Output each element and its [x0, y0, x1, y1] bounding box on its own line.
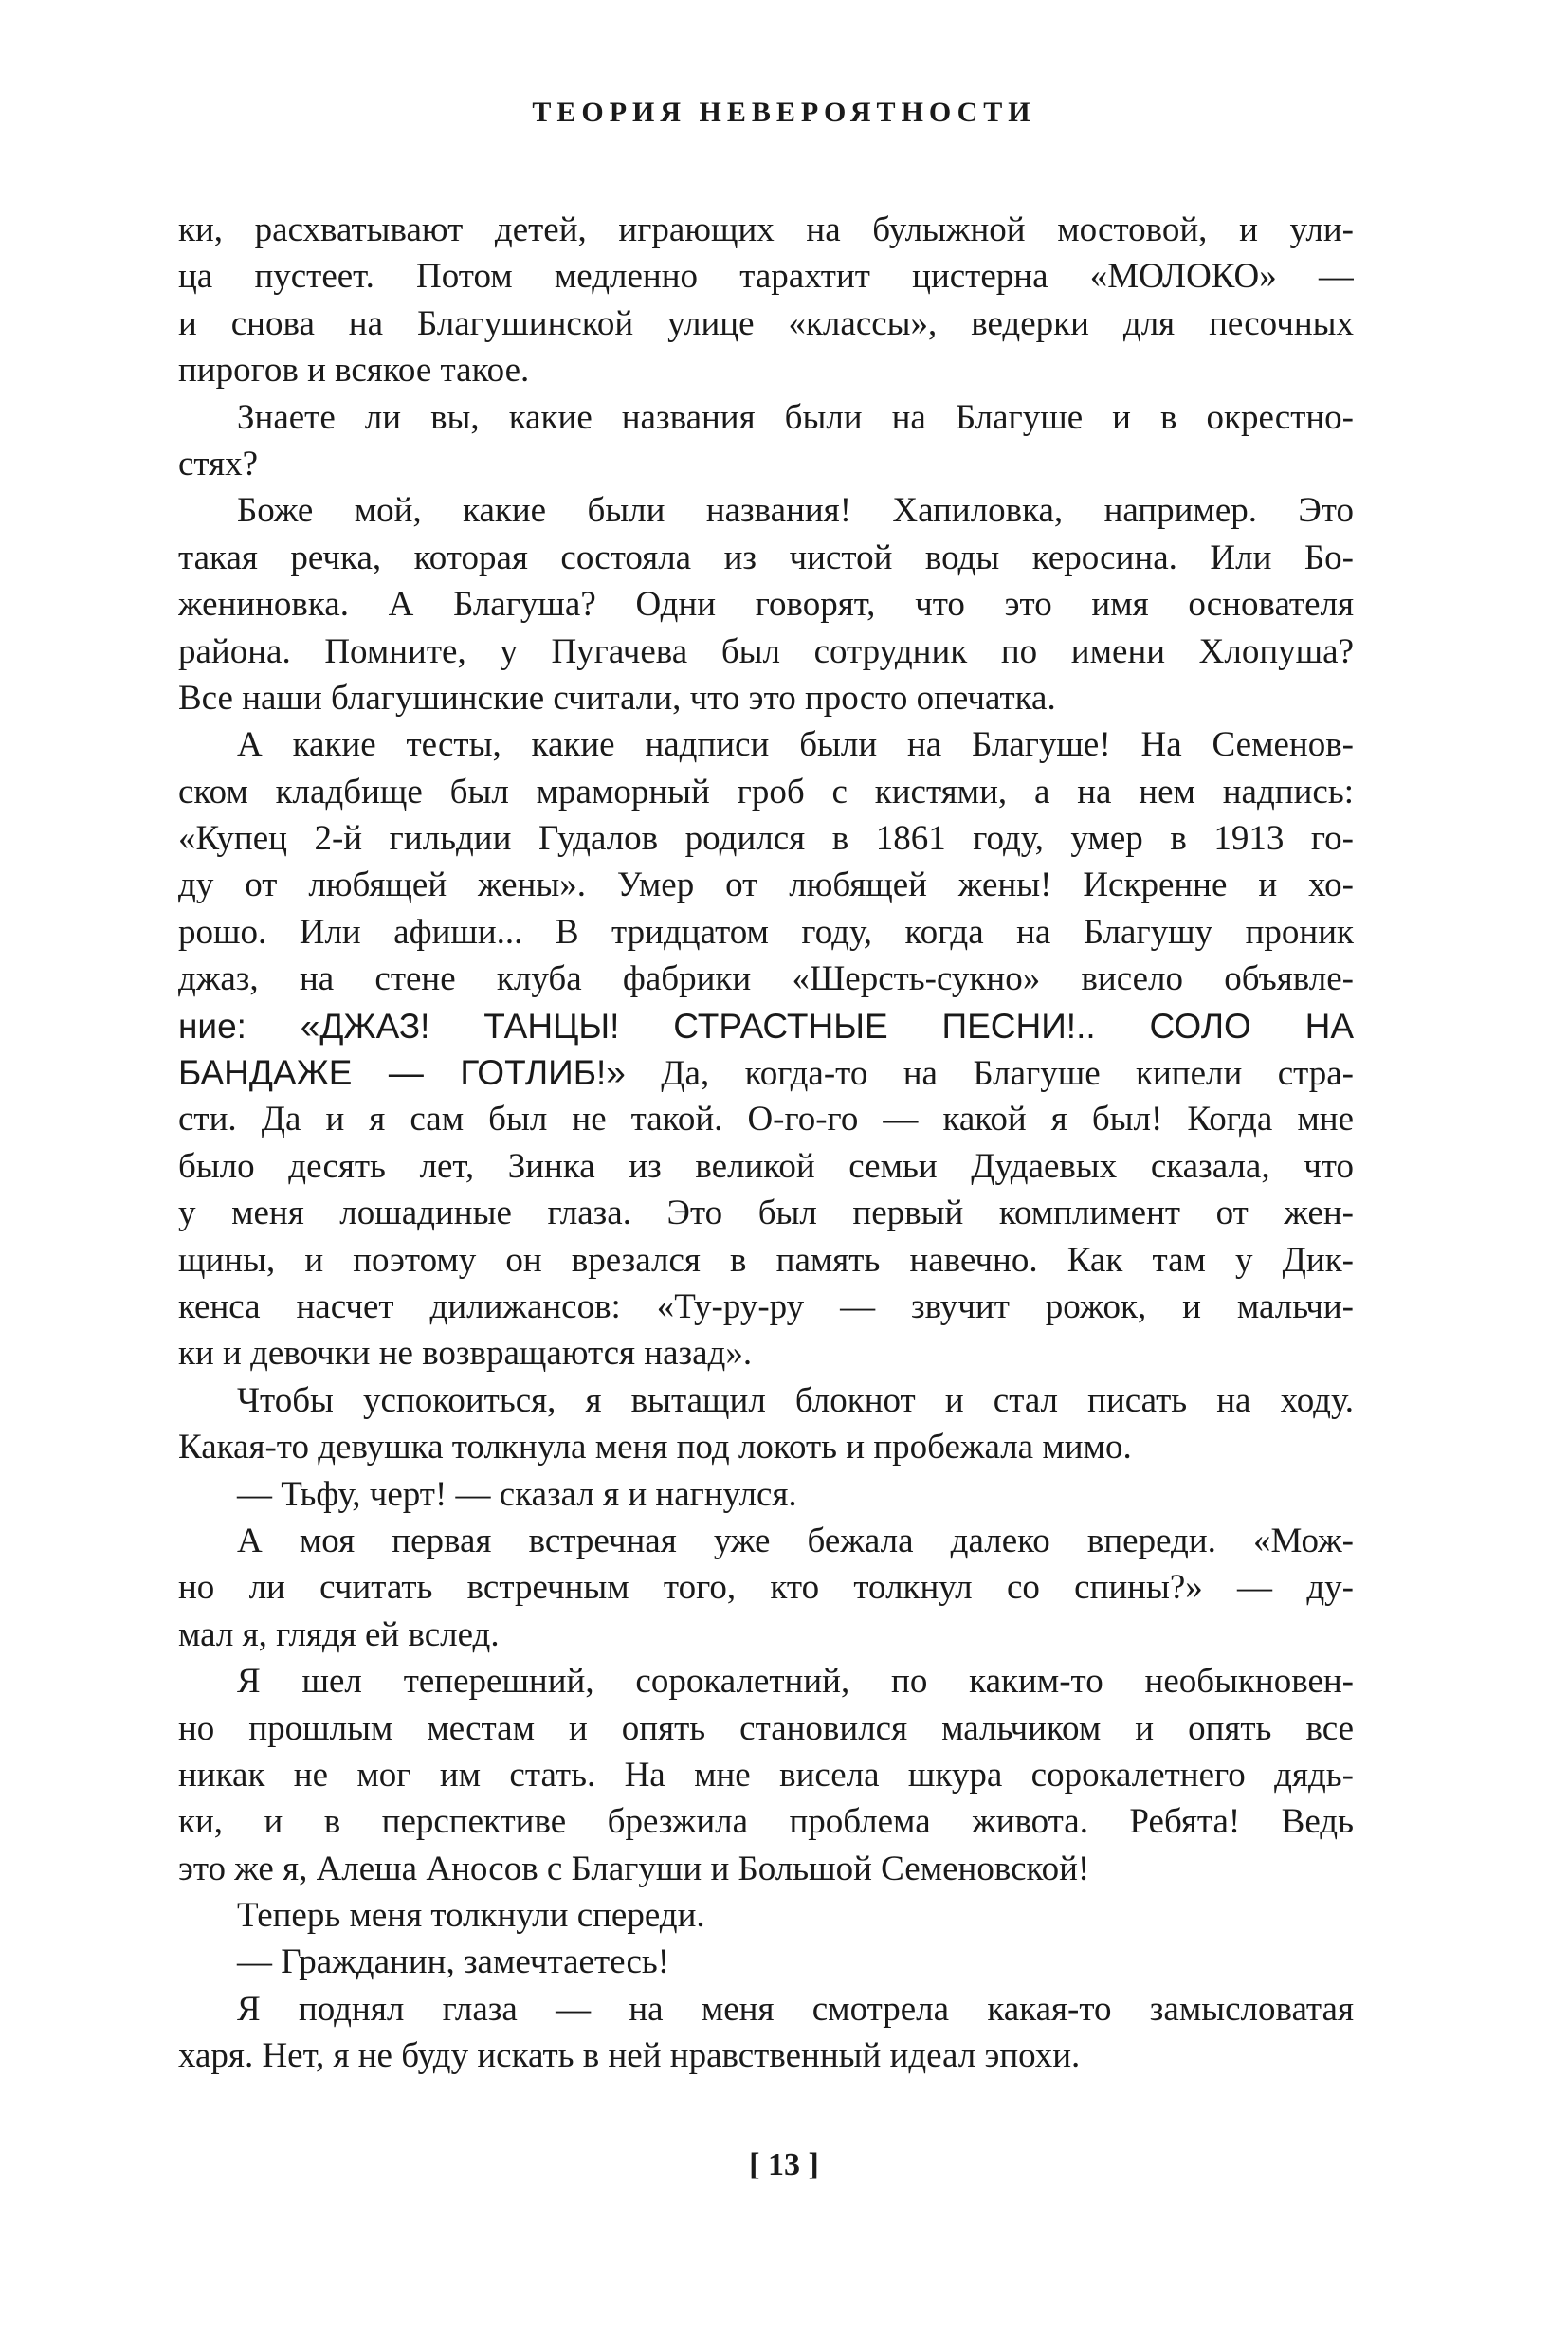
- text-line: А какие тесты, какие надписи были на Благуше! На Семенов-: [237, 725, 1354, 765]
- text-line: района. Помните, у Пугачева был сотрудник по имени Хлопуша?: [178, 631, 1354, 671]
- text-segment: Да, когда-то на Благуше кипели стра-: [625, 1054, 1354, 1094]
- text-line: ском кладбище был мраморный гроб с кистями, а на нем надпись:: [178, 772, 1354, 811]
- jazz-poster-text: БАНДАЖЕ — ГОТЛИБ!»: [178, 1053, 626, 1093]
- body-text: [178, 207, 1354, 2080]
- text-line: А моя первая встречная уже бежала далеко впереди. «Мож-: [237, 1521, 1354, 1560]
- text-line: это же я, Алеша Аносов с Благуши и Большой Семеновской!: [178, 1849, 1090, 1888]
- text-line: кенса насчет дилижансов: «Ту-ру-ру — звучит рожок, и мальчи-: [178, 1286, 1354, 1326]
- text-line: и снова на Благушинской улице «классы», ведерки для песочных: [178, 303, 1354, 343]
- text-line: щины, и поэтому он врезался в память навечно. Как там у Дик-: [178, 1240, 1354, 1280]
- text-line: но ли считать встречным того, кто толкнул со спины?» — ду-: [178, 1568, 1354, 1608]
- text-line: у меня лошадиные глаза. Это был первый комплимент от жен-: [178, 1194, 1354, 1233]
- text-line: Я поднял глаза — на меня смотрела какая-то замысловатая: [237, 1989, 1354, 2029]
- text-line: сти. Да и я сам был не такой. О-го-го — какой я был! Когда мне: [178, 1100, 1354, 1139]
- text-line: было десять лет, Зинка из великой семьи Дудаевых сказала, что: [178, 1146, 1354, 1186]
- text-line: [178, 1049, 1354, 1096]
- text-line: Боже мой, какие были названия! Хапиловка, например. Это: [237, 491, 1354, 531]
- text-line: ду от любящей жены». Умер от любящей жены! Искренне и хо-: [178, 866, 1354, 905]
- text-line: Чтобы успокоиться, я вытащил блокнот и стал писать на ходу.: [237, 1380, 1354, 1420]
- text-line: такая речка, которая состояла из чистой воды керосина. Или Бо-: [178, 538, 1354, 577]
- text-line: жениновка. А Благуша? Одни говорят, что это имя основателя: [178, 585, 1354, 625]
- page-number: [ 13 ]: [749, 2147, 819, 2182]
- text-line: харя. Нет, я не буду искать в ней нравственный идеал эпохи.: [178, 2036, 1081, 2076]
- text-line: ца пустеет. Потом медленно тарахтит цистерна «МОЛОКО» —: [178, 257, 1354, 297]
- text-line: ки, и в перспективе брезжила проблема живота. Ребята! Ведь: [178, 1802, 1354, 1842]
- text-line: ние: «ДЖАЗ! ТАНЦЫ! СТРАСТНЫЕ ПЕСНИ!.. СОЛО НА: [178, 1006, 1354, 1046]
- text-line: но прошлым местам и опять становился мальчиком и опять все: [178, 1708, 1354, 1748]
- text-line: «Купец 2-й гильдии Гудалов родился в 1861 году, умер в 1913 го-: [178, 819, 1354, 859]
- text-line: Я шел теперешний, сорокалетний, по каким-то необыкновен-: [237, 1662, 1354, 1702]
- running-head: ТЕОРИЯ НЕВЕРОЯТНОСТИ: [532, 97, 1036, 128]
- text-line: Все наши благушинские считали, что это просто опечатка.: [178, 678, 1056, 718]
- text-line: джаз, на стене клуба фабрики «Шерсть-сукно» висело объявле-: [178, 959, 1354, 999]
- text-line: Знаете ли вы, какие названия были на Благуше и в окрестно-: [237, 397, 1354, 437]
- text-line: никак не мог им стать. На мне висела шкура сорокалетнего дядь-: [178, 1755, 1354, 1795]
- text-line: пирогов и всякое такое.: [178, 351, 530, 391]
- text-line: Какая-то девушка толкнула меня под локоть и пробежала мимо.: [178, 1428, 1132, 1467]
- text-line: Теперь меня толкнули спереди.: [237, 1896, 705, 1936]
- text-line: ки, расхватывают детей, играющих на булыжной мостовой, и ули-: [178, 210, 1354, 249]
- text-line: мал я, глядя ей вслед.: [178, 1614, 500, 1654]
- text-line: — Гражданин, замечтаетесь!: [237, 1942, 670, 1982]
- text-line: — Тьфу, черт! — сказал я и нагнулся.: [237, 1474, 797, 1514]
- text-line: рошо. Или афиши... В тридцатом году, когда на Благушу проник: [178, 912, 1354, 952]
- text-line: стях?: [178, 444, 259, 483]
- text-line: ки и девочки не возвращаются назад».: [178, 1334, 753, 1374]
